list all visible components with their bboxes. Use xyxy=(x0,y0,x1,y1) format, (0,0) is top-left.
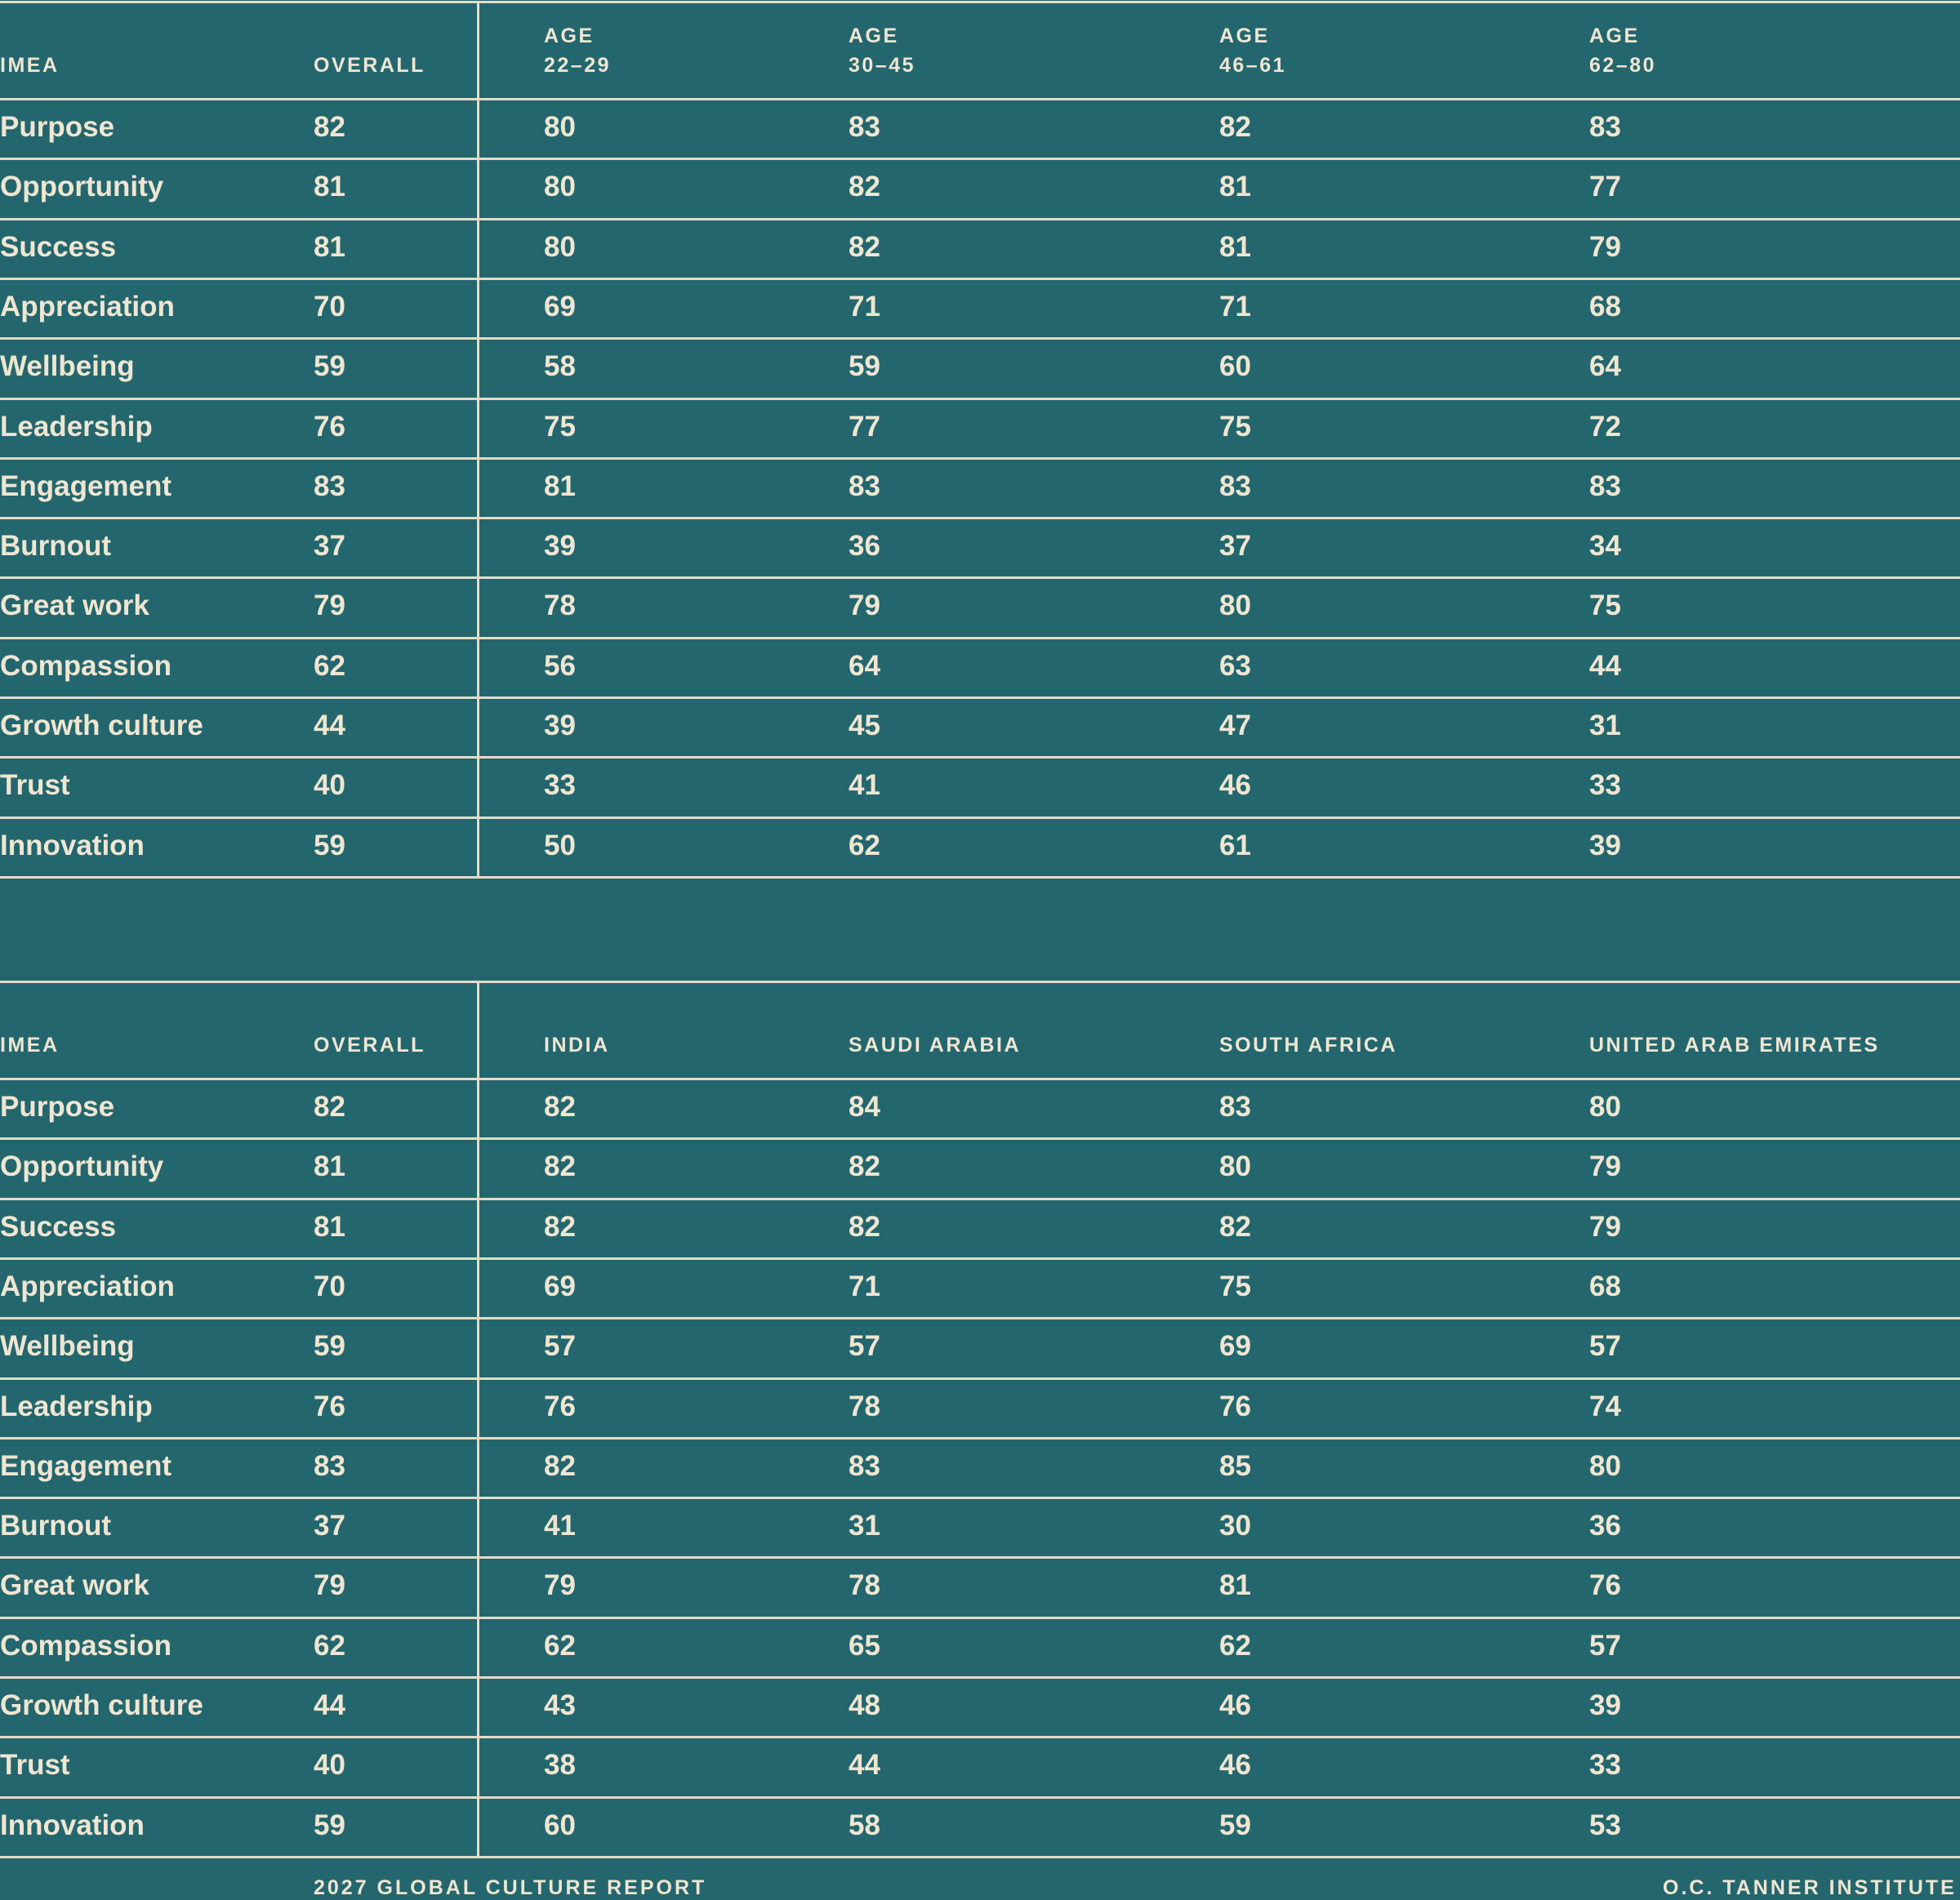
table-cell: 83 xyxy=(849,469,880,502)
row-rule xyxy=(0,1437,1960,1439)
table-cell: 82 xyxy=(544,1210,576,1243)
row-label: Trust xyxy=(0,1749,70,1782)
table-cell: 31 xyxy=(1589,710,1621,741)
table-cell: 44 xyxy=(314,1689,345,1721)
table-cell: 59 xyxy=(314,350,345,383)
table-cell: 83 xyxy=(849,111,880,143)
table-cell: 75 xyxy=(1219,1270,1251,1302)
table-cell: 36 xyxy=(849,530,880,563)
row-rule xyxy=(0,1796,1960,1799)
table-cell: 76 xyxy=(544,1390,576,1422)
row-rule xyxy=(0,1257,1960,1260)
row-rule xyxy=(0,637,1960,639)
table-cell: 31 xyxy=(849,1510,880,1542)
table-cell: 82 xyxy=(1219,1210,1251,1243)
row-label: Wellbeing xyxy=(0,350,135,383)
table-cell: 82 xyxy=(849,230,880,263)
row-label: Wellbeing xyxy=(0,1330,135,1363)
table-cell: 82 xyxy=(849,171,880,203)
table-cell: 78 xyxy=(849,1569,880,1602)
table-cell: 57 xyxy=(1589,1330,1621,1363)
table-cell: 72 xyxy=(1589,410,1621,443)
column-header: SOUTH AFRICA xyxy=(1219,1034,1397,1057)
table-cell: 65 xyxy=(849,1629,880,1662)
table-cell: 59 xyxy=(849,350,880,383)
table-cell: 63 xyxy=(1219,649,1251,682)
table-cell: 39 xyxy=(544,530,576,563)
row-rule xyxy=(0,457,1960,460)
table-cell: 76 xyxy=(1219,1390,1251,1422)
table-cell: 64 xyxy=(849,649,880,682)
row-label: Burnout xyxy=(0,1510,112,1542)
table-cell: 60 xyxy=(544,1809,576,1841)
table-cell: 64 xyxy=(1589,350,1621,383)
row-label: Appreciation xyxy=(0,290,175,323)
table-cell: 70 xyxy=(314,1270,345,1302)
row-label: Leadership xyxy=(0,1390,153,1422)
row-rule xyxy=(0,1377,1960,1380)
table-cell: 62 xyxy=(849,829,880,861)
table-cell: 41 xyxy=(849,769,880,802)
footer-report-title: 2027 GLOBAL CULTURE REPORT xyxy=(314,1876,707,1899)
row-rule xyxy=(0,1556,1960,1559)
table-cell: 70 xyxy=(314,290,345,323)
row-rule xyxy=(0,517,1960,519)
row-rule xyxy=(0,1137,1960,1140)
table-cell: 40 xyxy=(314,769,345,802)
row-rule xyxy=(0,1856,1960,1858)
table-cell: 82 xyxy=(314,111,345,143)
table-cell: 46 xyxy=(1219,1749,1251,1782)
table-top-rule xyxy=(0,981,1960,983)
table-cell: 43 xyxy=(544,1689,576,1721)
row-label: Purpose xyxy=(0,111,115,143)
table-cell: 78 xyxy=(544,590,576,622)
row-label: Growth culture xyxy=(0,710,203,741)
table-cell: 83 xyxy=(1219,1091,1251,1123)
row-rule xyxy=(0,576,1960,579)
table-cell: 82 xyxy=(544,1091,576,1123)
table-cell: 83 xyxy=(314,1449,345,1482)
table-cell: 44 xyxy=(849,1749,880,1782)
table-cell: 81 xyxy=(314,1150,345,1183)
row-label: Innovation xyxy=(0,1809,145,1841)
table-cell: 75 xyxy=(1219,410,1251,443)
table-cell: 60 xyxy=(1219,350,1251,383)
table-cell: 50 xyxy=(544,829,576,861)
row-rule xyxy=(0,278,1960,280)
table-cell: 47 xyxy=(1219,710,1251,741)
table-cell: 80 xyxy=(1219,590,1251,622)
table-cell: 69 xyxy=(1219,1330,1251,1363)
column-header: OVERALL xyxy=(314,1034,425,1057)
table-cell: 46 xyxy=(1219,769,1251,802)
table-cell: 30 xyxy=(1219,1510,1251,1542)
column-header: SAUDI ARABIA xyxy=(849,1034,1022,1057)
table-cell: 79 xyxy=(314,590,345,622)
table-cell: 48 xyxy=(849,1689,880,1721)
table-cell: 62 xyxy=(544,1629,576,1662)
row-label: Engagement xyxy=(0,469,172,502)
table-cell: 33 xyxy=(544,769,576,802)
table-cell: 33 xyxy=(1589,769,1621,802)
row-label: Burnout xyxy=(0,530,112,563)
row-label: Success xyxy=(0,1210,117,1243)
table-cell: 56 xyxy=(544,649,576,682)
table-cell: 57 xyxy=(544,1330,576,1363)
table-cell: 41 xyxy=(544,1510,576,1542)
table-cell: 81 xyxy=(314,1210,345,1243)
table-cell: 80 xyxy=(544,111,576,143)
table-cell: 39 xyxy=(1589,1689,1621,1721)
table-cell: 59 xyxy=(314,829,345,861)
row-rule xyxy=(0,696,1960,699)
row-rule xyxy=(0,218,1960,220)
table-cell: 71 xyxy=(1219,290,1251,323)
table-cell: 40 xyxy=(314,1749,345,1782)
table-cell: 82 xyxy=(314,1091,345,1123)
table-cell: 68 xyxy=(1589,290,1621,323)
row-rule xyxy=(0,876,1960,879)
column-header: IMEA xyxy=(0,54,60,77)
table-cell: 69 xyxy=(544,290,576,323)
table-cell: 62 xyxy=(1219,1629,1251,1662)
table-cell: 82 xyxy=(1219,111,1251,143)
table-cell: 58 xyxy=(849,1809,880,1841)
row-rule xyxy=(0,337,1960,340)
row-rule xyxy=(0,1736,1960,1738)
table-cell: 34 xyxy=(1589,530,1621,563)
column-header: UNITED ARAB EMIRATES xyxy=(1589,1034,1880,1057)
column-divider xyxy=(477,1,479,877)
table-cell: 81 xyxy=(1219,230,1251,263)
row-rule xyxy=(0,1198,1960,1200)
header-rule xyxy=(0,98,1960,100)
table-cell: 80 xyxy=(544,171,576,203)
table-cell: 76 xyxy=(1589,1569,1621,1602)
table-cell: 81 xyxy=(314,230,345,263)
column-header: AGE 46–61 xyxy=(1219,24,1287,77)
column-header: IMEA xyxy=(0,1034,60,1057)
table-cell: 39 xyxy=(544,710,576,741)
table-cell: 68 xyxy=(1589,1270,1621,1302)
row-label: Opportunity xyxy=(0,171,164,203)
row-label: Trust xyxy=(0,769,70,802)
table-cell: 69 xyxy=(544,1270,576,1302)
table-cell: 79 xyxy=(1589,230,1621,263)
table-cell: 46 xyxy=(1219,1689,1251,1721)
table-cell: 62 xyxy=(314,1629,345,1662)
row-rule xyxy=(0,398,1960,400)
table-cell: 79 xyxy=(849,590,880,622)
table-cell: 74 xyxy=(1589,1390,1621,1422)
table-cell: 37 xyxy=(1219,530,1251,563)
table-cell: 75 xyxy=(544,410,576,443)
row-rule xyxy=(0,1317,1960,1319)
table-cell: 83 xyxy=(1219,469,1251,502)
table-cell: 84 xyxy=(849,1091,880,1123)
table-cell: 71 xyxy=(849,1270,880,1302)
row-rule xyxy=(0,158,1960,160)
column-header: INDIA xyxy=(544,1034,610,1057)
table-cell: 77 xyxy=(1589,171,1621,203)
column-header: OVERALL xyxy=(314,54,425,77)
table-cell: 57 xyxy=(849,1330,880,1363)
table-cell: 80 xyxy=(1219,1150,1251,1183)
table-cell: 82 xyxy=(544,1150,576,1183)
row-rule xyxy=(0,756,1960,759)
table-cell: 37 xyxy=(314,1510,345,1542)
table-cell: 82 xyxy=(544,1449,576,1482)
table-cell: 80 xyxy=(544,230,576,263)
row-rule xyxy=(0,1676,1960,1679)
table-cell: 38 xyxy=(544,1749,576,1782)
table-cell: 82 xyxy=(849,1150,880,1183)
table-cell: 79 xyxy=(544,1569,576,1602)
column-header: AGE 30–45 xyxy=(849,24,916,77)
table-cell: 81 xyxy=(1219,1569,1251,1602)
row-rule xyxy=(0,817,1960,819)
table-cell: 83 xyxy=(1589,469,1621,502)
table-cell: 79 xyxy=(314,1569,345,1602)
table-cell: 44 xyxy=(1589,649,1621,682)
table-cell: 81 xyxy=(314,171,345,203)
column-header: AGE 22–29 xyxy=(544,24,612,77)
row-label: Innovation xyxy=(0,829,145,861)
row-label: Opportunity xyxy=(0,1150,164,1183)
table-cell: 37 xyxy=(314,530,345,563)
table-cell: 79 xyxy=(1589,1150,1621,1183)
table-cell: 76 xyxy=(314,410,345,443)
table-cell: 61 xyxy=(1219,829,1251,861)
table-cell: 79 xyxy=(1589,1210,1621,1243)
column-header: AGE 62–80 xyxy=(1589,24,1657,77)
footer-publisher: O.C. TANNER INSTITUTE xyxy=(1663,1876,1957,1899)
table-cell: 81 xyxy=(1219,171,1251,203)
row-rule xyxy=(0,1617,1960,1619)
table-cell: 77 xyxy=(849,410,880,443)
table-cell: 76 xyxy=(314,1390,345,1422)
table-cell: 39 xyxy=(1589,829,1621,861)
table-cell: 80 xyxy=(1589,1091,1621,1123)
row-label: Success xyxy=(0,230,117,263)
row-label: Purpose xyxy=(0,1091,115,1123)
table-cell: 53 xyxy=(1589,1809,1621,1841)
table-cell: 59 xyxy=(314,1330,345,1363)
row-label: Appreciation xyxy=(0,1270,175,1302)
table-cell: 85 xyxy=(1219,1449,1251,1482)
table-cell: 75 xyxy=(1589,590,1621,622)
table-cell: 81 xyxy=(544,469,576,502)
table-cell: 78 xyxy=(849,1390,880,1422)
row-label: Great work xyxy=(0,1569,149,1602)
table-cell: 36 xyxy=(1589,1510,1621,1542)
header-rule xyxy=(0,1078,1960,1080)
table-cell: 45 xyxy=(849,710,880,741)
table-cell: 58 xyxy=(544,350,576,383)
table-cell: 83 xyxy=(314,469,345,502)
table-cell: 59 xyxy=(1219,1809,1251,1841)
row-label: Compassion xyxy=(0,649,172,682)
table-cell: 83 xyxy=(1589,111,1621,143)
table-cell: 62 xyxy=(314,649,345,682)
table-cell: 83 xyxy=(849,1449,880,1482)
table-cell: 59 xyxy=(314,1809,345,1841)
table-cell: 57 xyxy=(1589,1629,1621,1662)
row-label: Compassion xyxy=(0,1629,172,1662)
table-cell: 71 xyxy=(849,290,880,323)
column-divider xyxy=(477,981,479,1857)
table-cell: 33 xyxy=(1589,1749,1621,1782)
row-label: Growth culture xyxy=(0,1689,203,1721)
row-label: Great work xyxy=(0,590,149,622)
row-label: Leadership xyxy=(0,410,153,443)
row-rule xyxy=(0,1497,1960,1499)
row-label: Engagement xyxy=(0,1449,172,1482)
table-cell: 80 xyxy=(1589,1449,1621,1482)
table-cell: 82 xyxy=(849,1210,880,1243)
table-top-rule xyxy=(0,1,1960,3)
table-cell: 44 xyxy=(314,710,345,741)
